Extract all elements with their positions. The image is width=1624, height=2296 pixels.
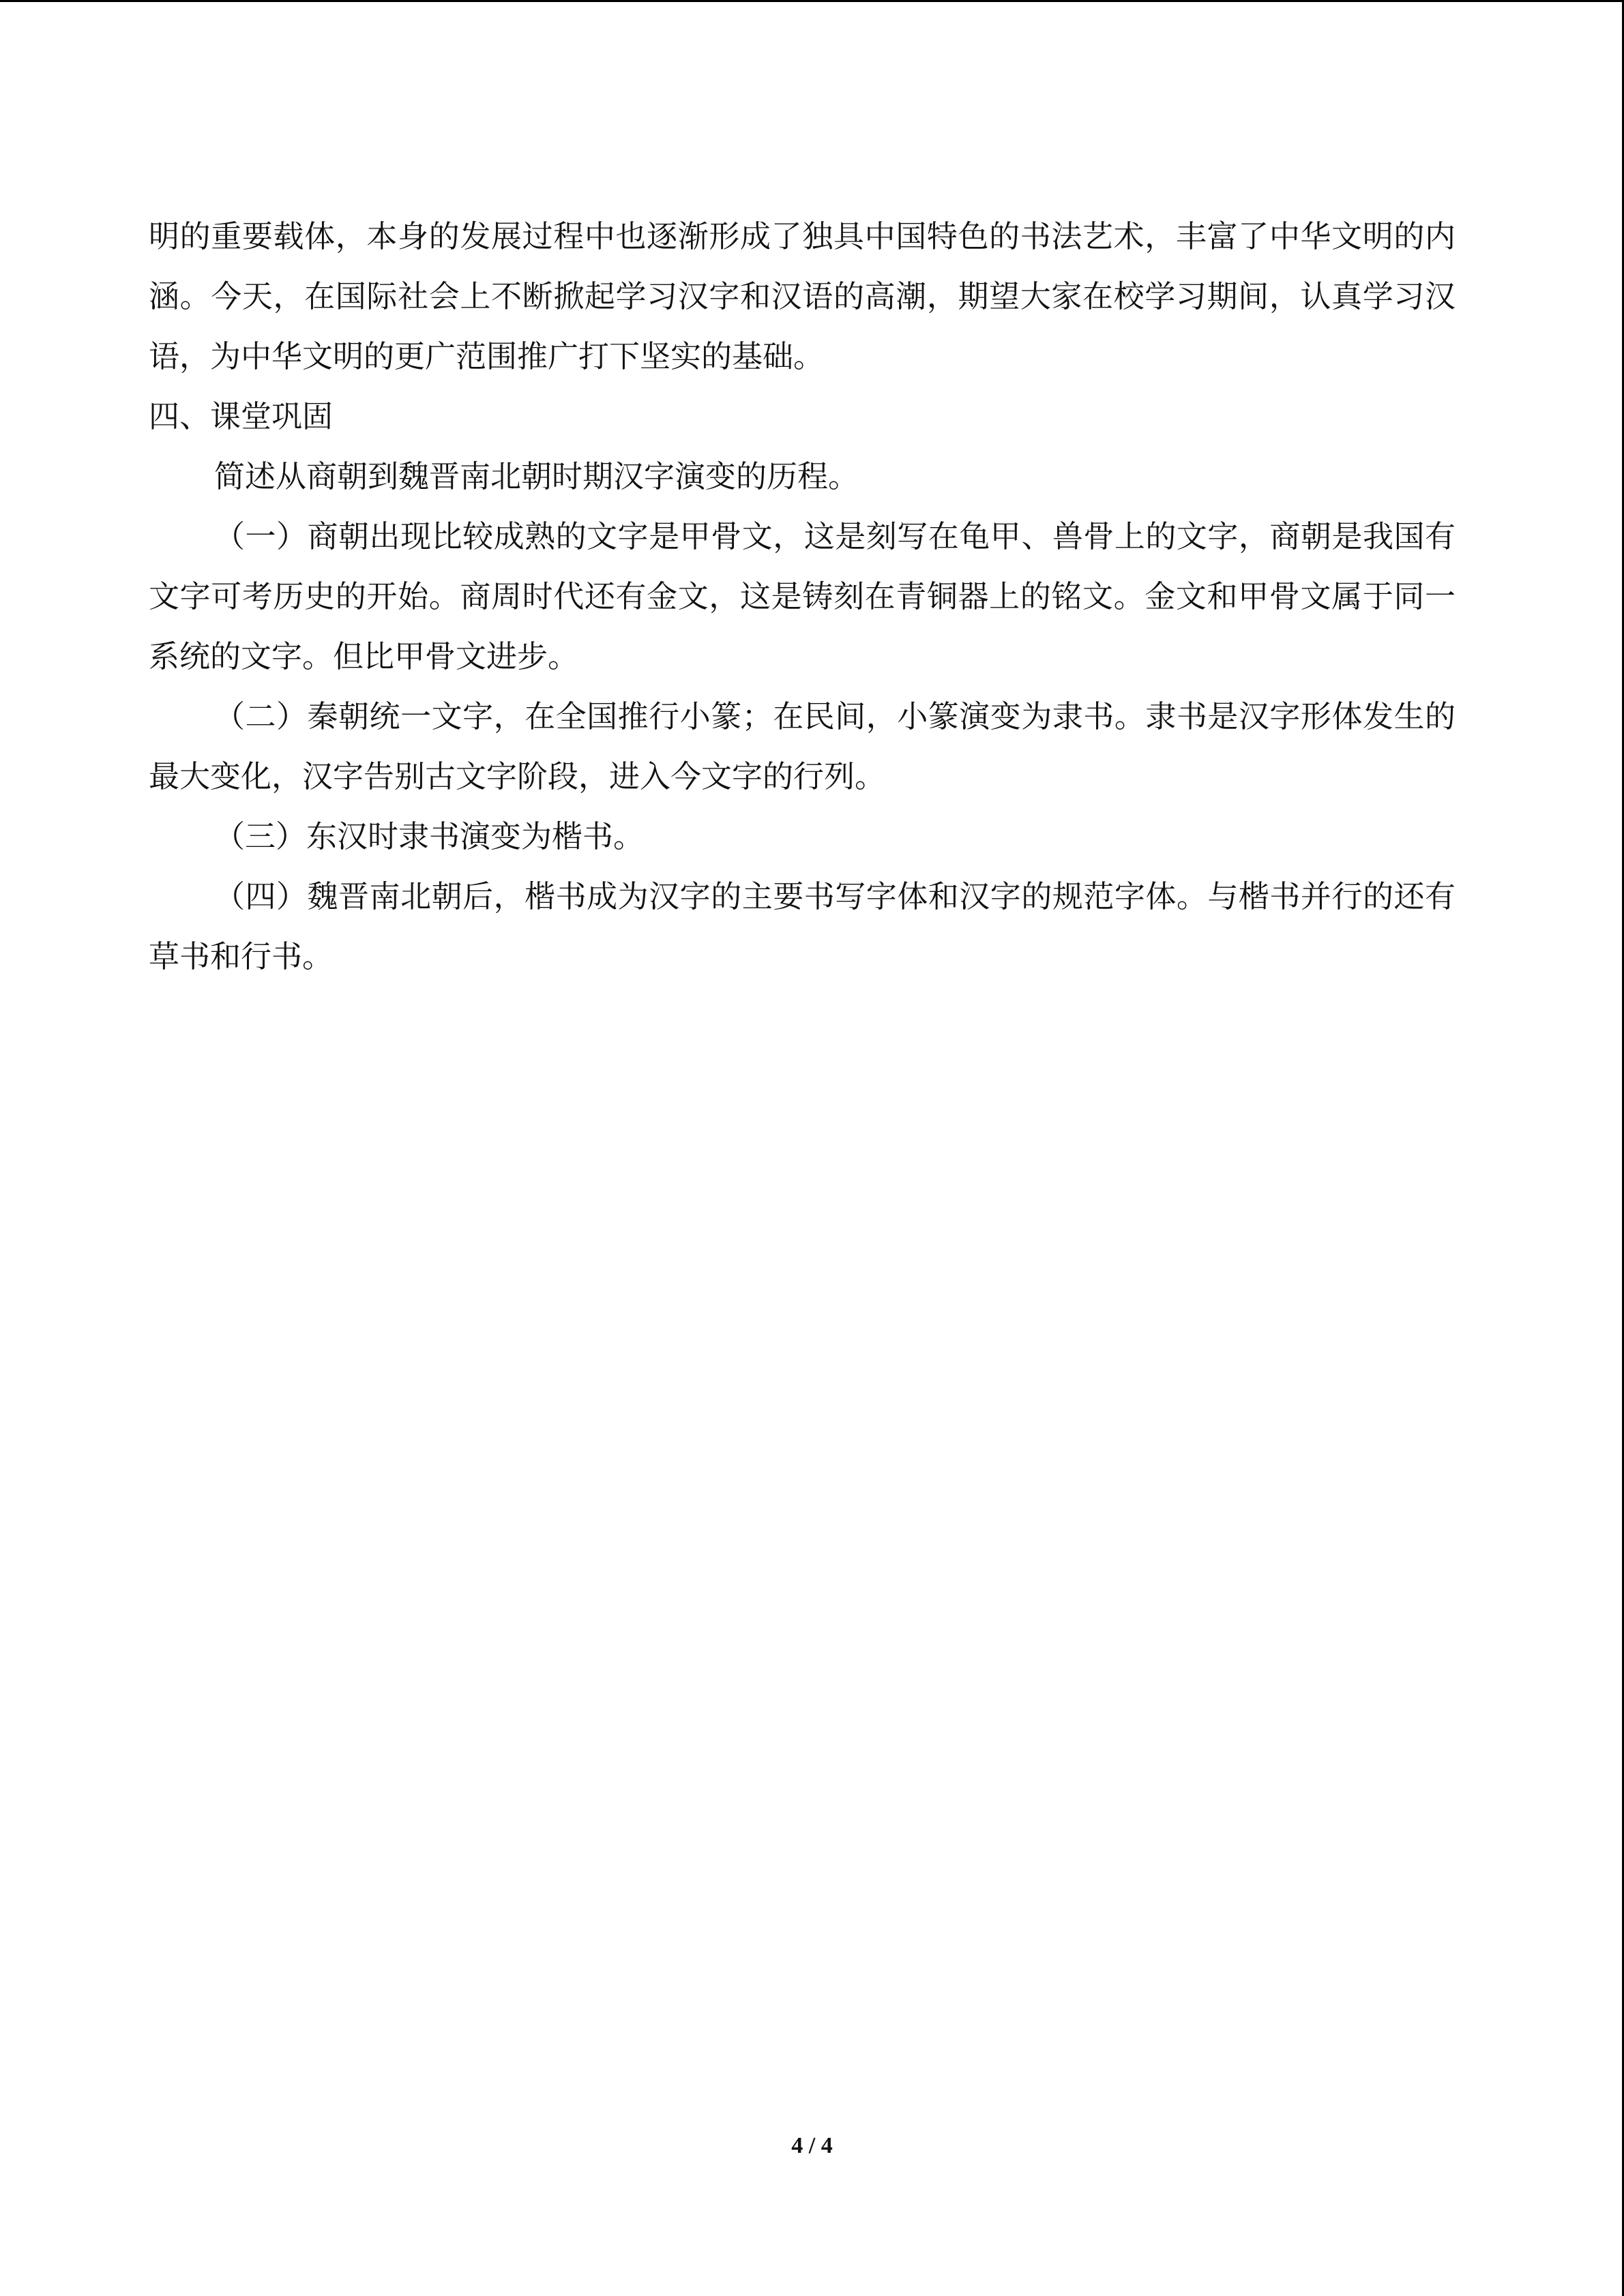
page-number: 4 / 4: [791, 2133, 833, 2158]
answer-item-4: （四）魏晋南北朝后，楷书成为汉字的主要书写字体和汉字的规范字体。与楷书并行的还有草书和行书。: [149, 878, 1456, 974]
paragraph-conclusion: 明的重要载体，本身的发展过程中也逐渐形成了独具中国特色的书法艺术，丰富了中华文明的内涵。今天，在国际社会上不断掀起学习汉字和汉语的高潮，期望大家在校学习期间，认真学习汉语，为中华文明的更广范围推广打下坚实的基础。: [149, 218, 1456, 374]
answer-item-1: （一）商朝出现比较成熟的文字是甲骨文，这是刻写在龟甲、兽骨上的文字，商朝是我国有文字可考历史的开始。商周时代还有金文，这是铸刻在青铜器上的铭文。金文和甲骨文属于同一系统的文字。但比甲骨文进步。: [149, 518, 1456, 674]
answer-item-2: （二）秦朝统一文字，在全国推行小篆；在民间，小篆演变为隶书。隶书是汉字形体发生的最大变化，汉字告别古文字阶段，进入今文字的行列。: [149, 698, 1456, 794]
answer-item-3: （三）东汉时隶书演变为楷书。: [214, 818, 645, 854]
section-heading: 四、课堂巩固: [149, 398, 334, 434]
document-body: [149, 207, 1456, 987]
exercise-question: 简述从商朝到魏晋南北朝时期汉字演变的历程。: [214, 458, 859, 494]
